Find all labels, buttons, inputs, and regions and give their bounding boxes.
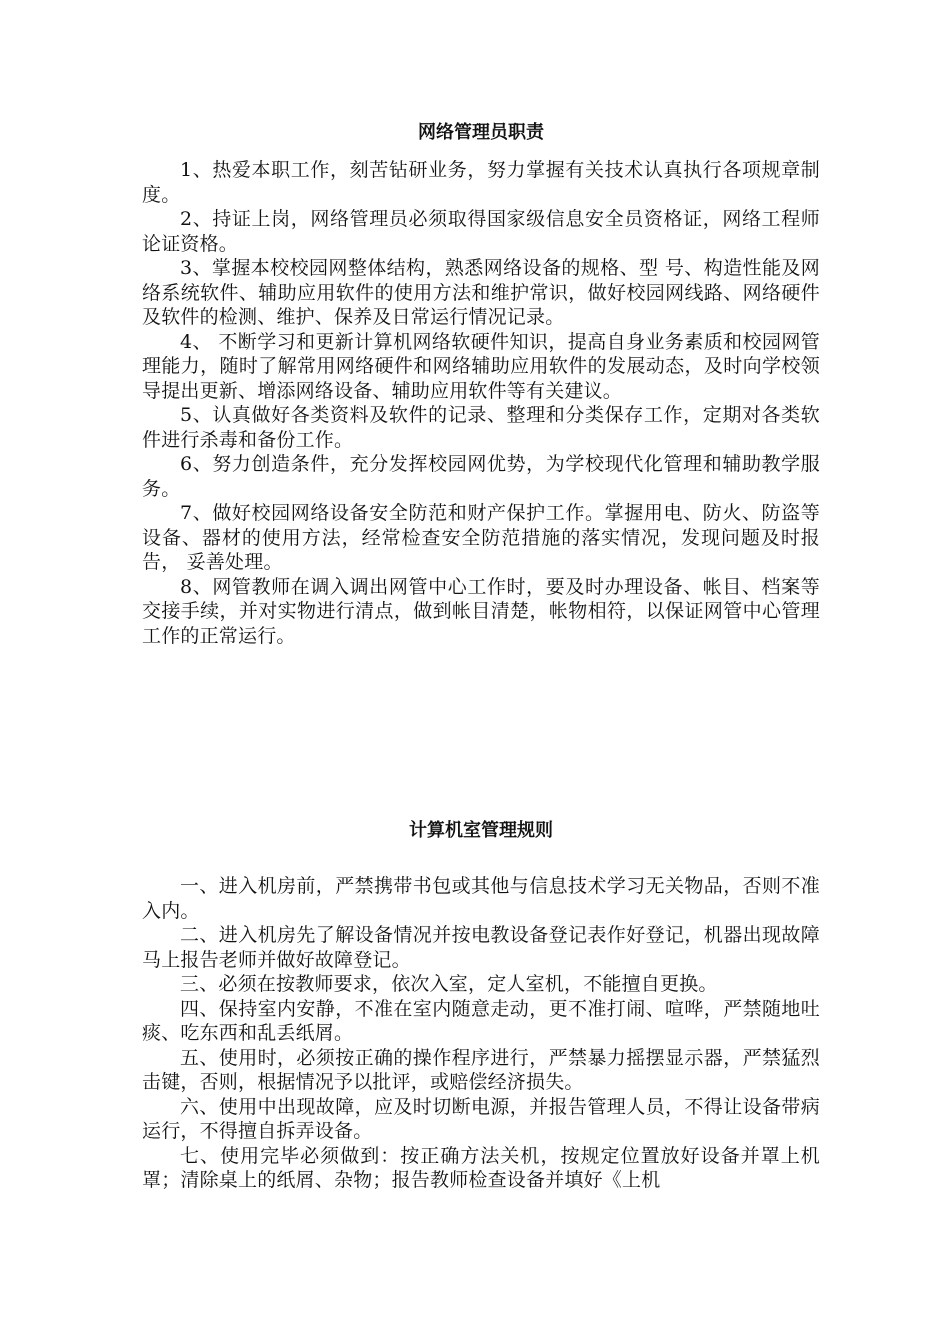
paragraph: 三、必须在按教师要求，依次入室，定人室机，不能擅自更换。 [180, 973, 718, 995]
paragraph: 四、保持室内安静，不准在室内随意走动，更不准打闹、喧哗，严禁随地吐痰、吃东西和乱丢纸屑。 [142, 997, 820, 1044]
paragraph: 1、热爱本职工作，刻苦钻研业务，努力掌握有关技术认真执行各项规章制度。 [142, 159, 820, 206]
paragraph: 7、做好校园网络设备安全防范和财产保护工作。掌握用电、防火、防盗等设备、器材的使用方法，经常检查安全防范措施的落实情况，发现问题及时报告， 妥善处理。 [142, 502, 820, 573]
paragraph: 3、掌握本校校园网整体结构，熟悉网络设备的规格、型 号、构造性能及网络系统软件、辅助应用软件的使用方法和维护常识，做好校园网线路、网络硬件及软件的检测、维护、保养及日常运行情况记录。 [142, 257, 820, 328]
paragraph: 一、进入机房前，严禁携带书包或其他与信息技术学习无关物品，否则不准入内。 [142, 875, 820, 922]
paragraph: 6、努力创造条件，充分发挥校园网优势，为学校现代化管理和辅助教学服务。 [142, 453, 820, 500]
paragraph: 4、 不断学习和更新计算机网络软硬件知识，提高自身业务素质和校园网管理能力，随时了解常用网络硬件和网络辅助应用软件的发展动态，及时向学校领导提出更新、增添网络设备、辅助应用软件等有关建议。 [142, 330, 820, 402]
paragraph: 六、使用中出现故障，应及时切断电源，并报告管理人员，不得让设备带病运行，不得擅自拆弄设备。 [142, 1095, 820, 1142]
paragraph: 二、进入机房先了解设备情况并按电教设备登记表作好登记，机器出现故障马上报告老师并做好故障登记。 [142, 924, 820, 971]
section-computer-room-rules [142, 818, 820, 1193]
section-network-admin-duties [142, 120, 820, 648]
paragraph: 8、网管教师在调入调出网管中心工作时，要及时办理设备、帐目、档案等交接手续，并对实物进行清点，做到帐目清楚，帐物相符，以保证网管中心管理工作的正常运行。 [142, 575, 820, 647]
section-title: 网络管理员职责 [418, 122, 544, 143]
paragraph: 五、使用时，必须按正确的操作程序进行，严禁暴力摇摆显示器，严禁猛烈击键，否则，根据情况予以批评，或赔偿经济损失。 [142, 1046, 820, 1093]
section-title: 计算机室管理规则 [409, 820, 553, 841]
paragraph: 2、持证上岗，网络管理员必须取得国家级信息安全员资格证，网络工程师论证资格。 [142, 208, 820, 255]
paragraph: 5、认真做好各类资料及软件的记录、整理和分类保存工作，定期对各类软件进行杀毒和备份工作。 [142, 404, 820, 451]
paragraph: 七、使用完毕必须做到：按正确方法关机，按规定位置放好设备并罩上机罩；清除桌上的纸屑、杂物；报告教师检查设备并填好《上机 [142, 1144, 820, 1191]
